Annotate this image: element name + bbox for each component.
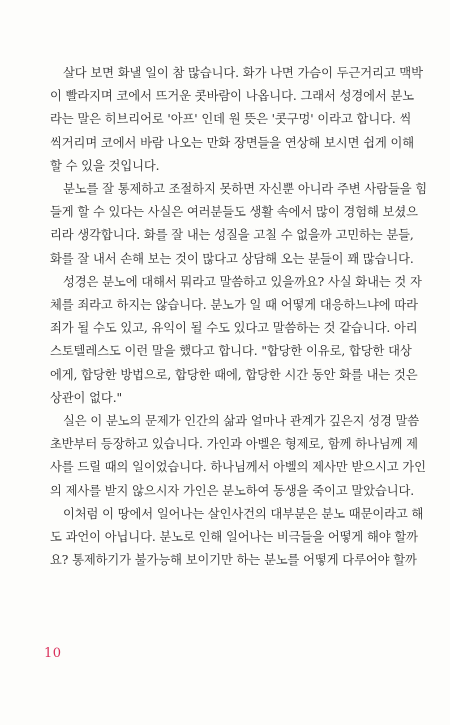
paragraph-1 — [50, 62, 423, 178]
text-line: 씩거리며 코에서 바람 나오는 만화 장면들을 연상해 보시면 쉽게 이해 — [50, 135, 415, 150]
paragraph-3 — [50, 271, 422, 410]
text-line: 들게 할 수 있다는 사실은 여러분들도 생활 속에서 많이 경험해 보셨으 — [50, 205, 418, 220]
text-line: 도 과언이 아닙니다. 분노로 인해 일어나는 비극들을 어떻게 해야 할까 — [50, 530, 418, 545]
text-line: 성경은 분노에 대해서 뭐라고 말씀하고 있을까요? 사실 화내는 것 자 — [63, 274, 422, 289]
text-line: 요? 통제하기가 불가능해 보이기만 하는 분노를 어떻게 다루어야 할까 — [50, 553, 417, 568]
text-line: 이처럼 이 땅에서 일어나는 살인사건의 대부분은 분노 때문이라고 해 — [63, 506, 424, 521]
text-line: 살다 보면 화낼 일이 참 많습니다. 화가 나면 가슴이 두근거리고 맥박 — [63, 66, 423, 80]
text-line: 에게, 합당한 방법으로, 합당한 때에, 합당한 시간 동안 화를 내는 것은 — [50, 367, 418, 382]
paragraph-4 — [50, 410, 426, 503]
text-line: 스토텔레스도 이런 말을 했다고 합니다. "합당한 이유로, 합당한 대상 — [50, 344, 412, 359]
paragraph-5 — [50, 503, 424, 573]
page-number: 10 — [44, 646, 62, 661]
text-line: 의 제사를 받지 않으시자 가인은 분노하여 동생을 죽이고 말았습니다. — [50, 483, 415, 498]
text-line: 화를 잘 내서 손해 보는 것이 많다고 상담해 오는 분들이 꽤 많습니다. — [50, 251, 414, 266]
text-line: 라는 말은 히브리어로 '아프' 인데 원 뜻은 '콧구멍' 이라고 합니다. 씩 — [50, 112, 412, 127]
body-text — [50, 62, 428, 572]
text-line: 할 수 있을 것입니다. — [50, 158, 160, 173]
text-line: 이 빨라지며 코에서 뜨거운 콧바람이 나옵니다. 그래서 성경에서 분노 — [50, 89, 415, 104]
text-line: 체를 죄라고 하지는 않습니다. 분노가 일 때 어떻게 대응하느냐에 따라 — [50, 298, 418, 313]
text-line: 사를 드릴 때의 일이었습니다. 하나님께서 아벨의 제사만 받으시고 가인 — [50, 460, 426, 475]
text-line: 분노를 잘 통제하고 조절하지 못하면 자신뿐 아니라 주변 사람들을 힘 — [63, 182, 428, 197]
text-line: 리라 생각합니다. 화를 잘 내는 성질을 고칠 수 없을까 고민하는 분들, — [50, 228, 414, 243]
text-line: 죄가 될 수도 있고, 유익이 될 수도 있다고 말씀하는 것 같습니다. 아리 — [50, 321, 418, 336]
text-line: 실은 이 분노의 문제가 인간의 삶과 얼마나 관계가 깊은지 성경 말씀 — [63, 414, 420, 429]
text-line: 상관이 없다." — [50, 390, 123, 405]
text-line: 초반부터 등장하고 있습니다. 가인과 아벨은 형제로, 함께 하나님께 제 — [50, 437, 418, 452]
paragraph-2 — [50, 178, 428, 271]
